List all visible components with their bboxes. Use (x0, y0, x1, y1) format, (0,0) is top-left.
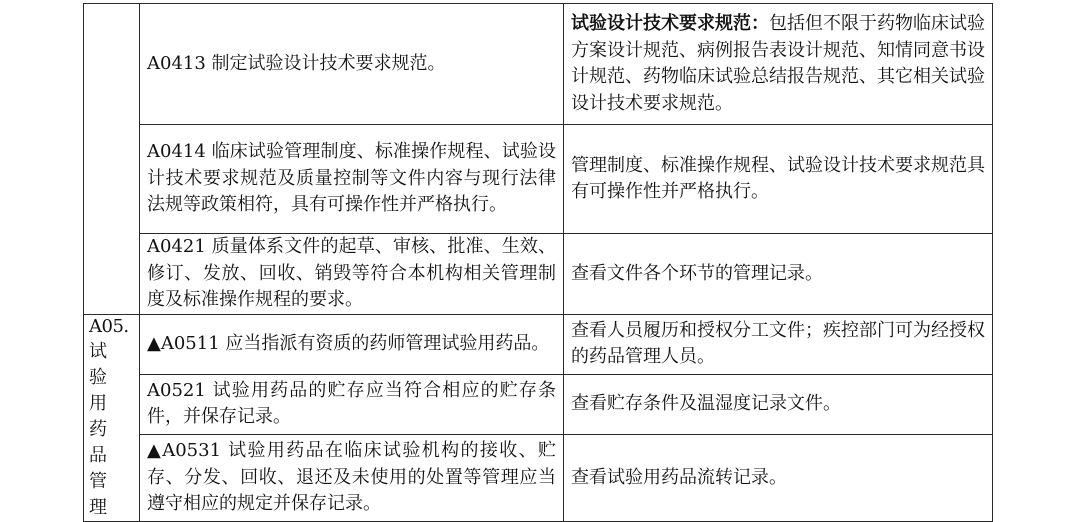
requirement-text: A0414 临床试验管理制度、标准操作规程、试验设计技术要求规范及质量控制等文件内容与现行法律法规等政策相符，具有可操作性并严格执行。 (147, 141, 556, 216)
check-text: 查看贮存条件及温湿度记录文件。 (571, 392, 841, 414)
table-row (84, 4, 993, 125)
section-cell (84, 315, 140, 522)
section-cell-empty (84, 4, 140, 315)
requirement-text: ▲A0511 应当指派有资质的药师管理试验用药品。 (147, 333, 550, 355)
section-code: A05. (89, 316, 129, 337)
standards-table (83, 3, 993, 522)
check-text: 查看试验用药品流转记录。 (571, 466, 787, 488)
table-row (84, 374, 993, 434)
check-cell (564, 234, 993, 315)
check-cell (564, 4, 993, 125)
table-row (84, 234, 993, 315)
check-cell (564, 315, 993, 375)
requirement-text: A0413 制定试验设计技术要求规范。 (147, 52, 446, 74)
check-text: 查看文件各个环节的管理记录。 (571, 262, 823, 284)
check-cell (564, 434, 993, 522)
requirement-cell (140, 315, 564, 375)
requirement-text: ▲A0531 试验用药品在临床试验机构的接收、贮存、分发、回收、退还及未使用的处置等管理应当遵守相应的规定并保存记录。 (147, 440, 556, 514)
check-text: 查看人员履历和授权分工文件；疾控部门可为经授权的药品管理人员。 (571, 319, 985, 368)
table-row (84, 434, 993, 522)
requirement-text: A0421 质量体系文件的起草、审核、批准、生效、修订、发放、回收、销毁等符合本机构相关管理制度及标准操作规程的要求。 (147, 236, 556, 311)
requirement-cell (140, 4, 564, 125)
requirement-cell (140, 234, 564, 315)
check-text: 包括但不限于药物临床试验方案设计规范、病例报告表设计规范、知情同意书设计规范、药物临床试验总结报告规范、其它相关试验设计技术要求规范。 (571, 13, 985, 114)
requirement-cell (140, 125, 564, 234)
document-page (83, 3, 993, 522)
check-cell (564, 125, 993, 234)
section-title: 试验用药品管理 (89, 341, 113, 518)
requirement-text: A0521 试验用药品的贮存应当符合相应的贮存条件，并保存记录。 (147, 379, 556, 428)
check-heading: 试验设计技术要求规范： (571, 13, 769, 34)
check-text: 管理制度、标准操作规程、试验设计技术要求规范具有可操作性并严格执行。 (571, 154, 985, 202)
table-row (84, 315, 993, 375)
table-row (84, 125, 993, 234)
requirement-cell (140, 374, 564, 434)
requirement-cell (140, 434, 564, 522)
check-cell (564, 374, 993, 434)
